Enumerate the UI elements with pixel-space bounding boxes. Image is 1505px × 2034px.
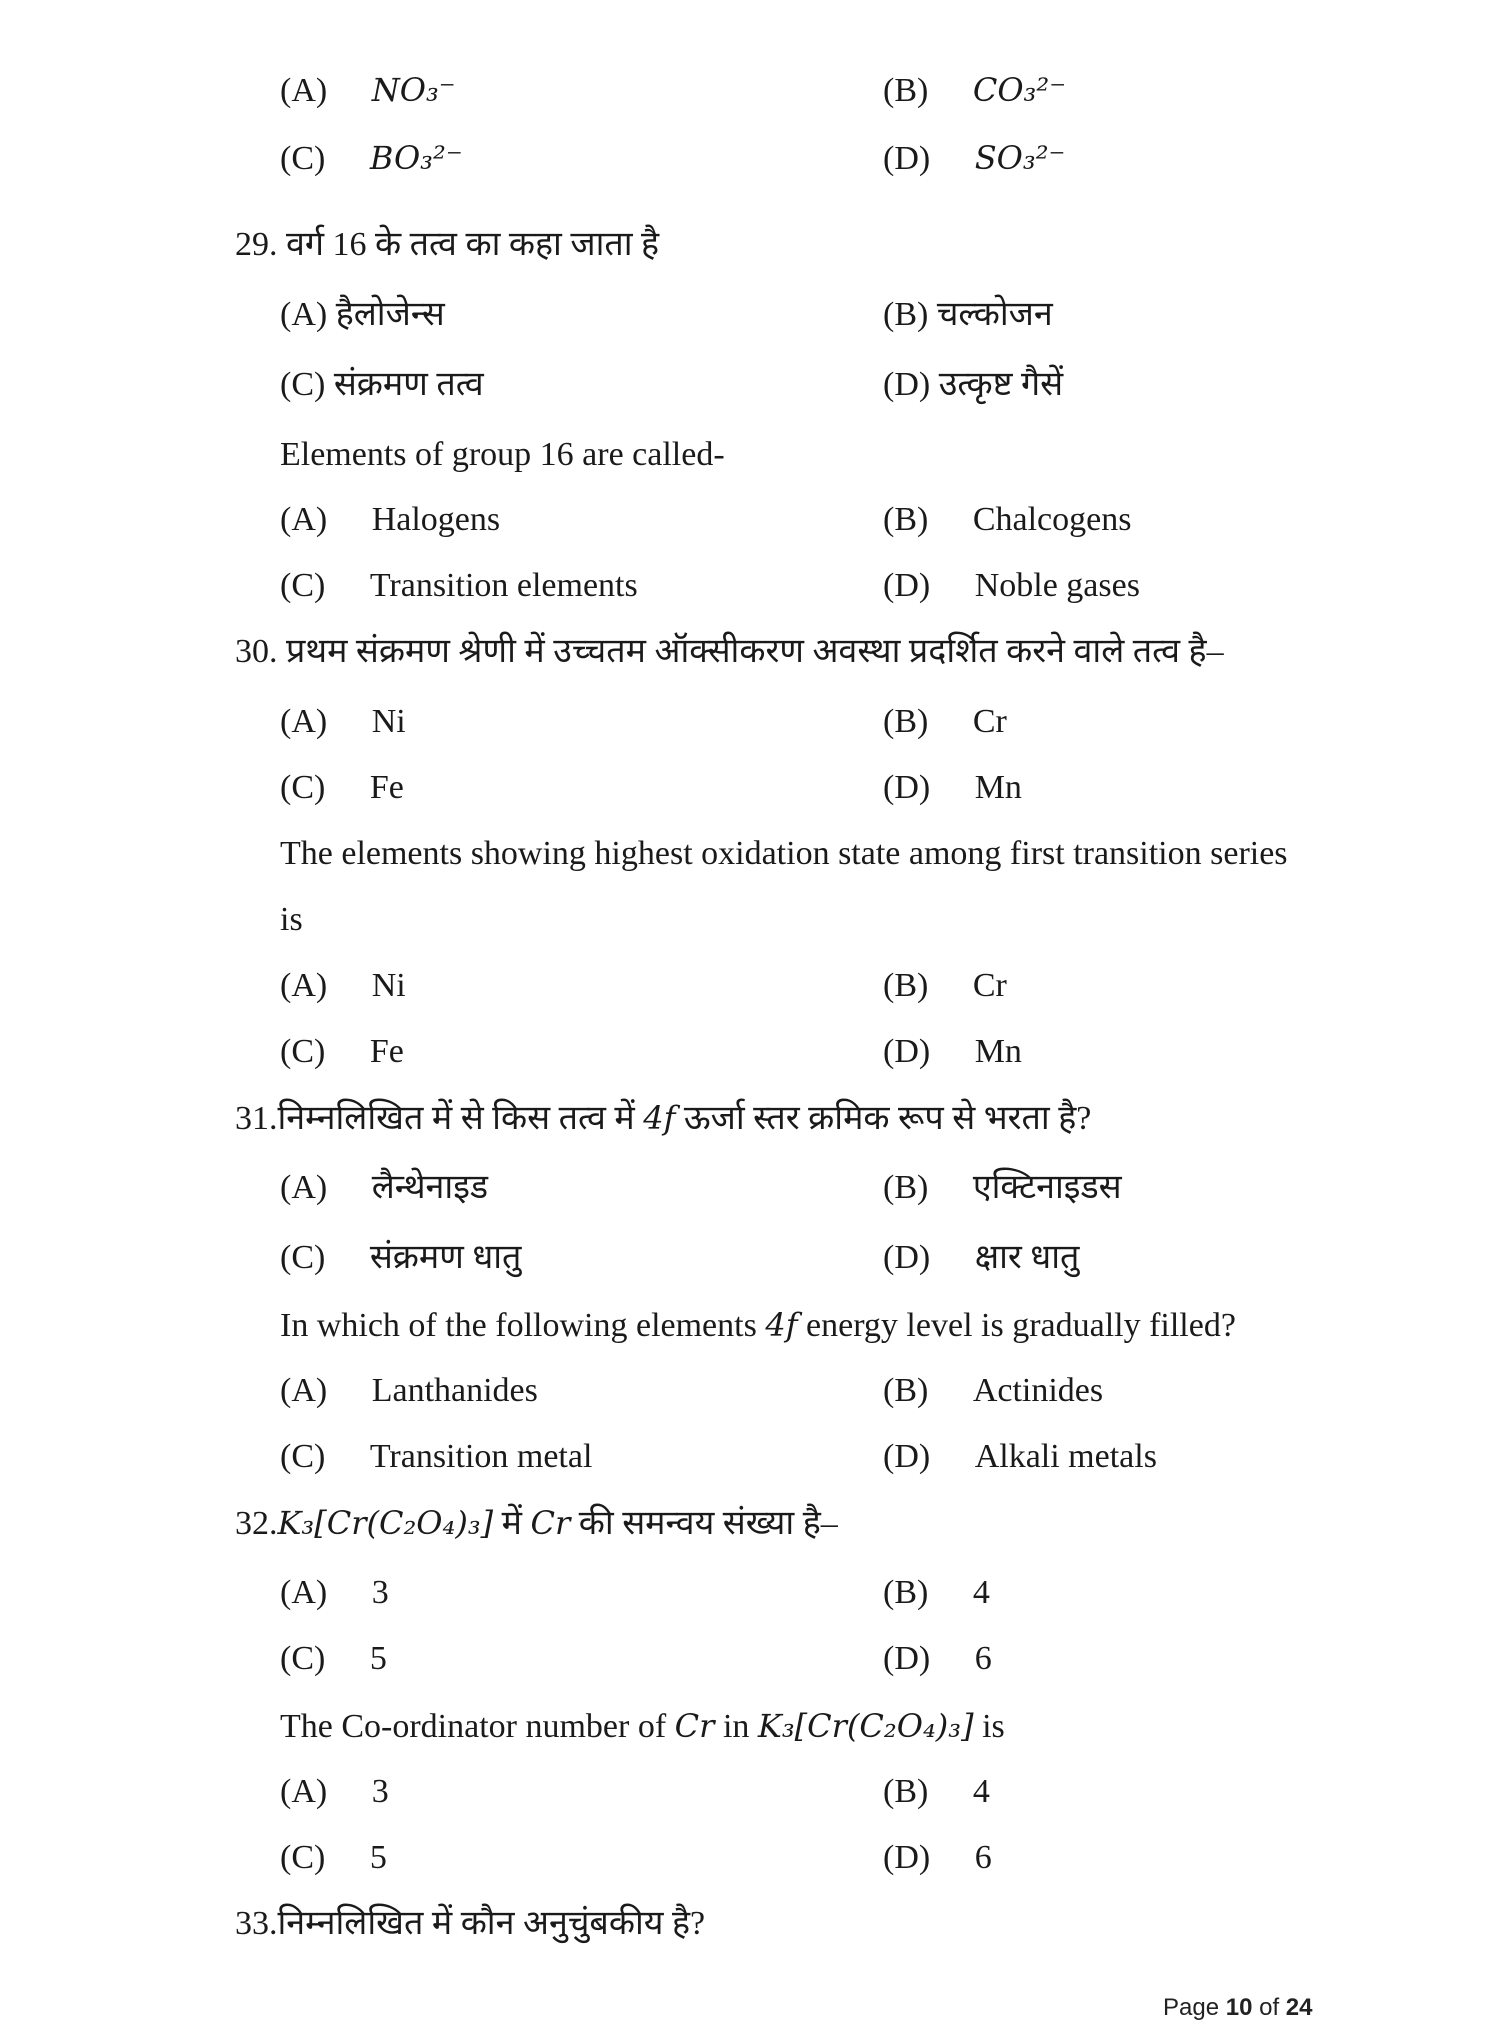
q29-hindi-option-d: (D) उत्कृष्ट गैसें [883,366,1064,403]
q31-english-option-a: (A) Lanthanides [280,1372,538,1409]
q31-hindi-option-a: (A) लैन्थेनाइड [280,1169,489,1206]
q29-hindi-option-c: (C) संक्रमण तत्व [280,366,484,403]
q29-hindi-option-a: (A) हैलोजेन्स [280,296,445,333]
q29-hindi-option-b: (B) चल्कोजन [883,296,1053,333]
q29-english-option-d: (D) Noble gases [883,567,1140,604]
q32-hindi-cr: Cr [530,1504,571,1542]
q31-english-option-b: (B) Actinides [883,1372,1104,1409]
q32-english-option-c: (C) 5 [280,1839,387,1876]
q28-option-d-formula: SO₃²⁻ [974,139,1066,177]
q32-english-option-b: (B) 4 [883,1773,990,1810]
q32-hindi-option-d: (D) 6 [883,1640,992,1677]
q30-english-option-d: (D) Mn [883,1033,1022,1070]
footer-total-pages: 24 [1285,1994,1313,2021]
q30-question-hindi: 30. प्रथम संक्रमण श्रेणी में उच्चतम ऑक्सीकरण अवस्था प्रदर्शित करने वाले तत्व है– [235,633,1224,670]
q32-hindi-option-a: (A) 3 [280,1574,389,1611]
footer-of-word: of [1259,1994,1280,2021]
q32-hindi-option-c: (C) 5 [280,1640,387,1677]
page-footer [1163,1994,1313,2022]
q31-english-formula: 4f [765,1306,798,1344]
q29-english-option-a: (A) Halogens [280,501,501,538]
q29-english-option-b: (B) Chalcogens [883,501,1132,538]
q28-option-c: (C) BO₃²⁻ [280,139,463,177]
q31-hindi-option-d: (D) क्षार धातु [883,1239,1080,1276]
q33-question-hindi: 33.निम्नलिखित में कौन अनुचुंबकीय है? [235,1905,706,1942]
q29-question-hindi: 29. वर्ग 16 के तत्व का कहा जाता है [235,226,660,263]
q30-hindi-option-c: (C) Fe [280,769,404,806]
q28-option-d: (D) SO₃²⁻ [883,139,1066,177]
q28-option-b: (B) CO₃²⁻ [883,71,1067,109]
q32-hindi-formula: K₃[Cr(C₂O₄)₃] [277,1504,494,1542]
q30-question-english-line1: The elements showing highest oxidation state among first transition series [280,835,1288,872]
q28-option-a-formula: NO₃⁻ [371,71,456,109]
q31-question-hindi: 31.निम्नलिखित में से किस तत्व में 4f ऊर्जा स्तर क्रमिक रूप से भरता है? [235,1099,1092,1137]
footer-page-number: 10 [1225,1994,1253,2021]
q31-english-option-c: (C) Transition metal [280,1438,593,1475]
q31-question-english: In which of the following elements 4f energy level is gradually filled? [280,1306,1236,1344]
q30-hindi-option-d: (D) Mn [883,769,1022,806]
q31-hindi-option-b: (B) एक्टिनाइडस [883,1169,1122,1206]
q32-english-option-a: (A) 3 [280,1773,389,1810]
q28-option-b-formula: CO₃²⁻ [972,71,1067,109]
q30-hindi-option-b: (B) Cr [883,703,1007,740]
q31-english-option-d: (D) Alkali metals [883,1438,1157,1475]
footer-page-word: Page [1163,1994,1220,2021]
q32-english-cr: Cr [674,1707,715,1745]
q32-question-hindi: 32.K₃[Cr(C₂O₄)₃] में Cr की समन्वय संख्या है– [235,1504,838,1542]
q29-question-english: Elements of group 16 are called- [280,436,725,473]
q30-english-option-c: (C) Fe [280,1033,404,1070]
q31-hindi-formula: 4f [643,1099,676,1137]
q30-english-option-b: (B) Cr [883,967,1007,1004]
q29-english-option-c: (C) Transition elements [280,567,638,604]
q30-question-english-line2: is [280,901,303,938]
q32-question-english: The Co-ordinator number of Cr in K₃[Cr(C₂O₄)₃] is [280,1707,1005,1745]
q32-hindi-option-b: (B) 4 [883,1574,990,1611]
q28-option-c-formula: BO₃²⁻ [369,139,463,177]
q28-option-a: (A) NO₃⁻ [280,71,456,109]
q31-hindi-option-c: (C) संक्रमण धातु [280,1239,522,1276]
q30-english-option-a: (A) Ni [280,967,406,1004]
q30-hindi-option-a: (A) Ni [280,703,406,740]
q32-english-formula: K₃[Cr(C₂O₄)₃] [757,1707,974,1745]
q32-english-option-d: (D) 6 [883,1839,992,1876]
